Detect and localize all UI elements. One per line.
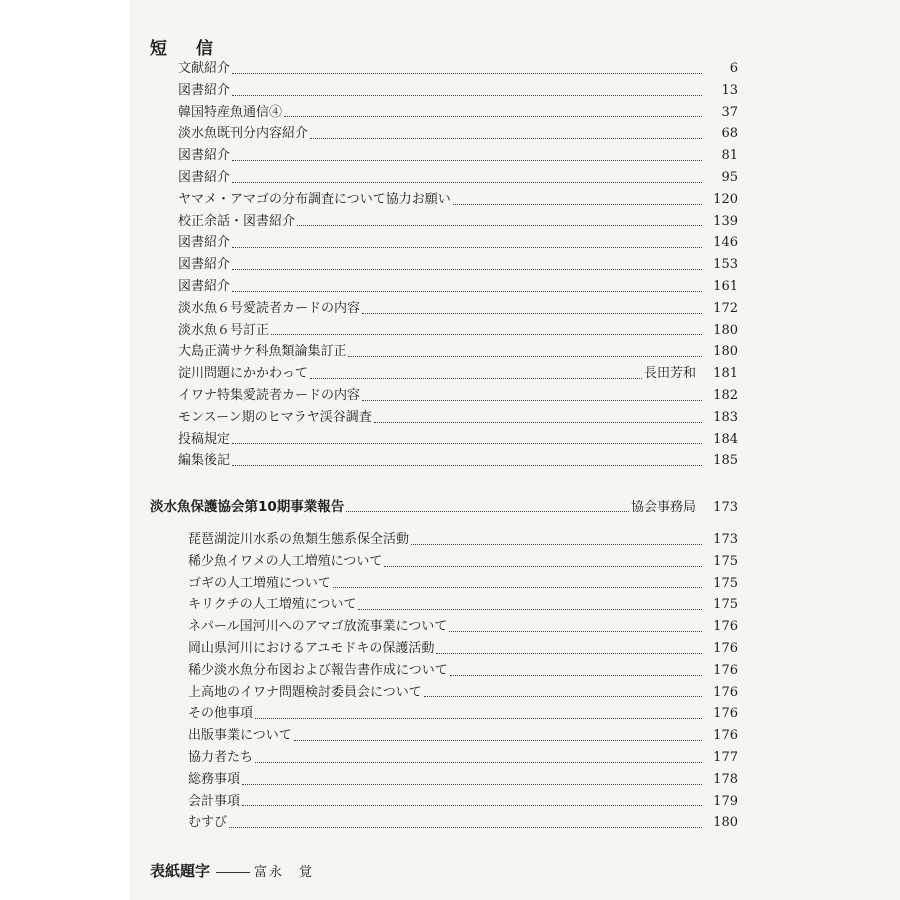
toc-entry-title: ヤマメ・アマゴの分布調査について協力お願い	[178, 191, 451, 207]
leader-dots	[453, 195, 702, 205]
toc-entry	[188, 812, 738, 834]
toc-entry	[178, 123, 738, 145]
leader-dots	[232, 456, 702, 466]
toc-entry-page: 37	[721, 104, 738, 120]
leader-dots	[362, 391, 702, 401]
leader-dots	[232, 238, 702, 248]
toc-entry-page: 180	[713, 322, 738, 338]
toc-entry-page: 175	[713, 553, 738, 569]
leader-dots	[333, 578, 702, 588]
toc-entry-title: 上高地のイワナ問題検討委員会について	[188, 684, 422, 700]
toc-entry-title: 図書紹介	[178, 148, 231, 164]
toc-entry	[178, 276, 738, 298]
toc-entry-title: 編集後記	[178, 453, 231, 469]
toc-entry-title: 出版事業について	[188, 728, 292, 744]
leader-dots	[232, 64, 702, 74]
leader-dots	[310, 129, 702, 139]
toc-entry-title: 文献紹介	[178, 61, 231, 76]
toc-entry	[188, 703, 738, 725]
toc-entry	[188, 529, 738, 551]
toc-entry-page: 176	[713, 640, 738, 656]
leader-dots	[374, 413, 702, 423]
toc-entry-title: 図書紹介	[178, 169, 231, 185]
leader-dots	[232, 86, 702, 96]
toc-list-tanshin	[178, 58, 738, 472]
toc-entry	[178, 385, 738, 407]
leader-dots	[358, 600, 702, 610]
toc-entry	[188, 616, 738, 638]
toc-entry	[178, 407, 738, 429]
leader-dots	[362, 304, 702, 314]
toc-entry-page: 68	[721, 126, 738, 142]
toc-entry-page: 185	[713, 453, 738, 469]
toc-entry	[188, 769, 738, 791]
toc-entry-page: 13	[721, 82, 738, 98]
toc-entry	[188, 747, 738, 769]
leader-dots	[255, 709, 702, 719]
cover-credit	[150, 860, 314, 881]
report-page: 173	[713, 500, 738, 515]
toc-entry-title: 稀少淡水魚分布図および報告書作成について	[188, 662, 448, 678]
toc-entry-title: 大島正満サケ科魚類論集訂正	[178, 344, 347, 360]
toc-entry-page: 176	[713, 706, 738, 722]
toc-entry-page: 175	[713, 575, 738, 591]
toc-entry-title: 淡水魚既刊分内容紹介	[178, 126, 309, 142]
toc-entry-page: 177	[713, 749, 738, 765]
toc-entry	[178, 320, 738, 342]
toc-entry	[178, 450, 738, 472]
toc-entry	[178, 167, 738, 189]
toc-entry-title: モンスーン期のヒマラヤ渓谷調査	[178, 409, 372, 425]
toc-entry-page: 6	[729, 61, 738, 76]
leader-dots	[232, 151, 702, 161]
section-heading-tanshin: 短 信	[150, 39, 219, 59]
toc-entry-page: 95	[721, 169, 738, 185]
toc-entry-page: 180	[713, 815, 738, 831]
toc-entry-page: 176	[713, 619, 738, 635]
toc-entry-page: 178	[713, 771, 738, 787]
leader-dots	[229, 818, 702, 828]
toc-entry-title: ゴギの人工増殖について	[188, 575, 331, 591]
toc-entry-title: 琵琶湖淀川水系の魚類生態系保全活動	[188, 532, 410, 547]
toc-entry-title: イワナ特集愛読者カードの内容	[178, 387, 361, 403]
toc-entry	[178, 80, 738, 102]
toc-entry-title: 会計事項	[188, 793, 241, 809]
leader-dots	[424, 687, 702, 697]
toc-entry-page: 146	[713, 235, 738, 251]
toc-entry-page: 81	[721, 148, 738, 164]
toc-entry	[188, 594, 738, 616]
leader-dots	[310, 369, 642, 379]
leader-dots	[284, 107, 702, 117]
toc-entry	[188, 638, 738, 660]
leader-dots	[242, 775, 702, 785]
section-heading-report	[150, 495, 738, 519]
toc-entry-page: 181	[713, 366, 738, 382]
toc-entry	[178, 102, 738, 124]
toc-entry	[178, 189, 738, 211]
toc-list-report	[188, 529, 738, 834]
toc-entry	[188, 660, 738, 682]
leader-dots	[449, 622, 702, 632]
toc-entry-page: 139	[713, 213, 738, 229]
toc-entry	[178, 298, 738, 320]
toc-entry-title: 校正余話・図書紹介	[178, 213, 296, 229]
toc-entry-title: 淀川問題にかかわって	[178, 366, 308, 382]
toc-entry-page: 176	[713, 662, 738, 678]
toc-entry-title: 岡山県河川におけるアユモドキの保護活動	[188, 640, 435, 656]
toc-entry	[178, 145, 738, 167]
report-author: 協会事務局	[630, 500, 696, 515]
toc-entry-page: 182	[713, 387, 738, 403]
leader-dots	[348, 347, 702, 357]
toc-entry-title: 図書紹介	[178, 278, 231, 294]
toc-entry-title: 淡水魚６号訂正	[178, 322, 270, 338]
cover-credit-name: 富永 覚	[254, 865, 315, 880]
toc-entry-title: むすび	[188, 815, 228, 831]
credit-dash	[216, 872, 250, 873]
toc-entry-author: 長田芳和	[643, 366, 696, 382]
toc-entry-title: ネパール国河川へのアマゴ放流事業について	[188, 619, 448, 635]
leader-dots	[346, 502, 629, 512]
toc-entry	[178, 363, 738, 385]
toc-entry	[188, 725, 738, 747]
toc-entry-page: 172	[713, 300, 738, 316]
toc-entry-title: その他事項	[188, 706, 254, 722]
leader-dots	[271, 325, 702, 335]
toc-entry	[178, 341, 738, 363]
leader-dots	[242, 796, 702, 806]
toc-entry	[188, 551, 738, 573]
toc-entry-page: 184	[713, 431, 738, 447]
toc-entry-title: 淡水魚６号愛読者カードの内容	[178, 300, 361, 316]
leader-dots	[450, 666, 702, 676]
leader-dots	[255, 753, 702, 763]
toc-entry-title: 投稿規定	[178, 431, 231, 447]
toc-entry	[178, 429, 738, 451]
leader-dots	[232, 173, 702, 183]
toc-entry-title: 協力者たち	[188, 749, 254, 765]
toc-entry-title: 総務事項	[188, 771, 241, 787]
toc-entry-title: 稀少魚イワメの人工増殖について	[188, 553, 383, 569]
toc-entry	[178, 58, 738, 80]
toc-entry	[188, 791, 738, 813]
toc-entry-page: 179	[713, 793, 738, 809]
toc-entry	[188, 573, 738, 595]
toc-entry-page: 183	[713, 409, 738, 425]
toc-entry-page: 173	[713, 532, 738, 547]
cover-credit-label: 表紙題字	[150, 862, 211, 880]
toc-entry-page: 176	[713, 684, 738, 700]
toc-entry-page: 175	[713, 597, 738, 613]
toc-entry	[178, 232, 738, 254]
leader-dots	[436, 644, 702, 654]
leader-dots	[411, 535, 702, 545]
toc-entry-page: 120	[713, 191, 738, 207]
toc-entry-title: 図書紹介	[178, 82, 231, 98]
toc-entry	[188, 682, 738, 704]
report-title: 淡水魚保護協会第10期事業報告	[150, 499, 345, 515]
leader-dots	[232, 260, 702, 270]
toc-entry-page: 161	[713, 278, 738, 294]
leader-dots	[232, 434, 702, 444]
toc-entry-title: 韓国特産魚通信④	[178, 104, 283, 120]
leader-dots	[294, 731, 702, 741]
leader-dots	[297, 216, 702, 226]
leader-dots	[384, 557, 702, 567]
toc-entry	[178, 211, 738, 233]
leader-dots	[232, 282, 702, 292]
toc-entry-page: 180	[713, 344, 738, 360]
toc-entry-title: 図書紹介	[178, 235, 231, 251]
toc-entry	[178, 254, 738, 276]
toc-entry-page: 153	[713, 257, 738, 273]
toc-entry-title: 図書紹介	[178, 257, 231, 273]
toc-entry-title: キリクチの人工増殖について	[188, 597, 357, 613]
toc-entry-page: 176	[713, 728, 738, 744]
